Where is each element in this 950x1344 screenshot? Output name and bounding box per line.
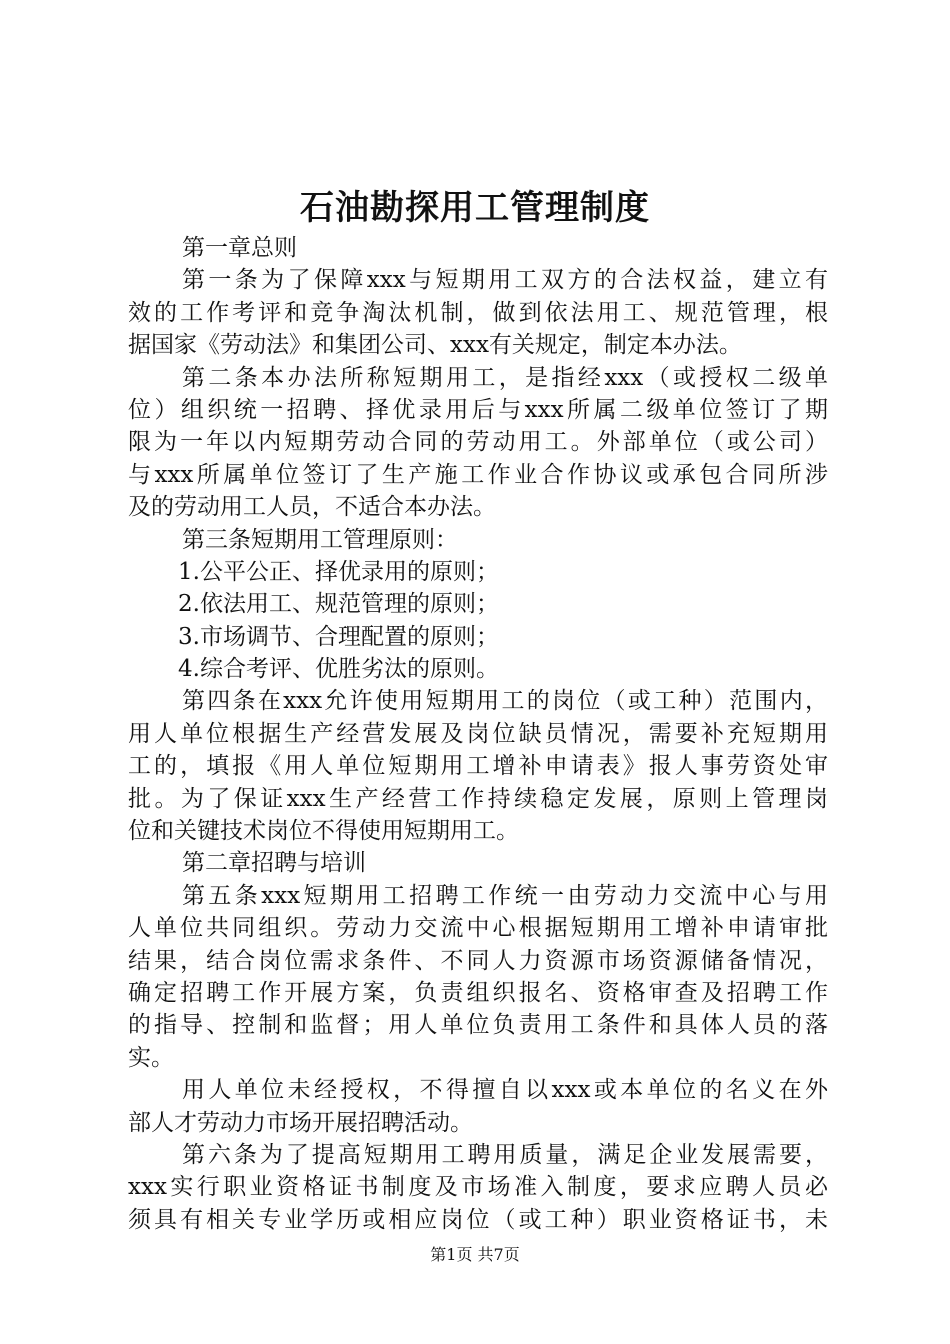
paragraph-line: 第二条本办法所称短期用工，是指经xxx（或授权二级单 bbox=[182, 364, 828, 391]
paragraph-line: 及的劳动用工人员，不适合本办法。 bbox=[128, 494, 496, 521]
paragraph-line: 批。为了保证xxx生产经营工作持续稳定发展，原则上管理岗 bbox=[128, 785, 828, 812]
paragraph-line: 第一条为了保障xxx与短期用工双方的合法权益，建立有 bbox=[182, 267, 828, 294]
paragraph-line: 用人单位根据生产经营发展及岗位缺员情况，需要补充短期用 bbox=[128, 720, 828, 747]
list-item: 3.市场调节、合理配置的原则； bbox=[178, 623, 499, 650]
paragraph-line: 第五条xxx短期用工招聘工作统一由劳动力交流中心与用 bbox=[182, 882, 828, 909]
paragraph-line: 用人单位未经授权，不得擅自以xxx或本单位的名义在外 bbox=[182, 1077, 828, 1104]
paragraph-line: xxx实行职业资格证书制度及市场准入制度，要求应聘人员必 bbox=[128, 1174, 828, 1201]
list-item: 4.综合考评、优胜劣汰的原则。 bbox=[178, 656, 499, 683]
paragraph-line: 的指导、控制和监督；用人单位负责用工条件和具体人员的落 bbox=[128, 1012, 828, 1039]
chapter-heading: 第一章总则 bbox=[182, 235, 297, 261]
paragraph-line: 实。 bbox=[128, 1044, 174, 1071]
paragraph-line: 位和关键技术岗位不得使用短期用工。 bbox=[128, 818, 519, 845]
list-item: 1.公平公正、择优录用的原则； bbox=[178, 558, 499, 585]
paragraph-line: 据国家《劳动法》和集团公司、xxx有关规定，制定本办法。 bbox=[128, 332, 742, 359]
paragraph-line: 限为一年以内短期劳动合同的劳动用工。外部单位（或公司） bbox=[128, 429, 828, 456]
paragraph-line: 第三条短期用工管理原则： bbox=[182, 526, 458, 553]
paragraph-line: 人单位共同组织。劳动力交流中心根据短期用工增补申请审批 bbox=[128, 915, 828, 942]
paragraph-line: 位）组织统一招聘、择优录用后与xxx所属二级单位签订了期 bbox=[128, 396, 828, 423]
document-body bbox=[128, 232, 828, 1236]
paragraph-line: 工的，填报《用人单位短期用工增补申请表》报人事劳资处审 bbox=[128, 753, 828, 780]
paragraph-line: 第六条为了提高短期用工聘用质量，满足企业发展需要， bbox=[182, 1141, 828, 1168]
list-item: 2.依法用工、规范管理的原则； bbox=[178, 591, 499, 618]
paragraph-line: 确定招聘工作开展方案，负责组织报名、资格审查及招聘工作 bbox=[128, 979, 828, 1006]
page-number-footer: 第1页 共7页 bbox=[430, 1245, 520, 1264]
paragraph-line: 须具有相关专业学历或相应岗位（或工种）职业资格证书，未 bbox=[128, 1206, 828, 1233]
paragraph-line: 第四条在xxx允许使用短期用工的岗位（或工种）范围内， bbox=[182, 688, 828, 715]
paragraph-line: 部人才劳动力市场开展招聘活动。 bbox=[128, 1109, 473, 1136]
paragraph-line: 与xxx所属单位签订了生产施工作业合作协议或承包合同所涉 bbox=[128, 461, 828, 488]
paragraph-line: 结果，结合岗位需求条件、不同人力资源市场资源储备情况， bbox=[128, 947, 828, 974]
paragraph-line: 效的工作考评和竞争淘汰机制，做到依法用工、规范管理，根 bbox=[128, 299, 828, 326]
document-title: 石油勘探用工管理制度 bbox=[300, 188, 650, 228]
chapter-heading: 第二章招聘与培训 bbox=[182, 850, 366, 877]
